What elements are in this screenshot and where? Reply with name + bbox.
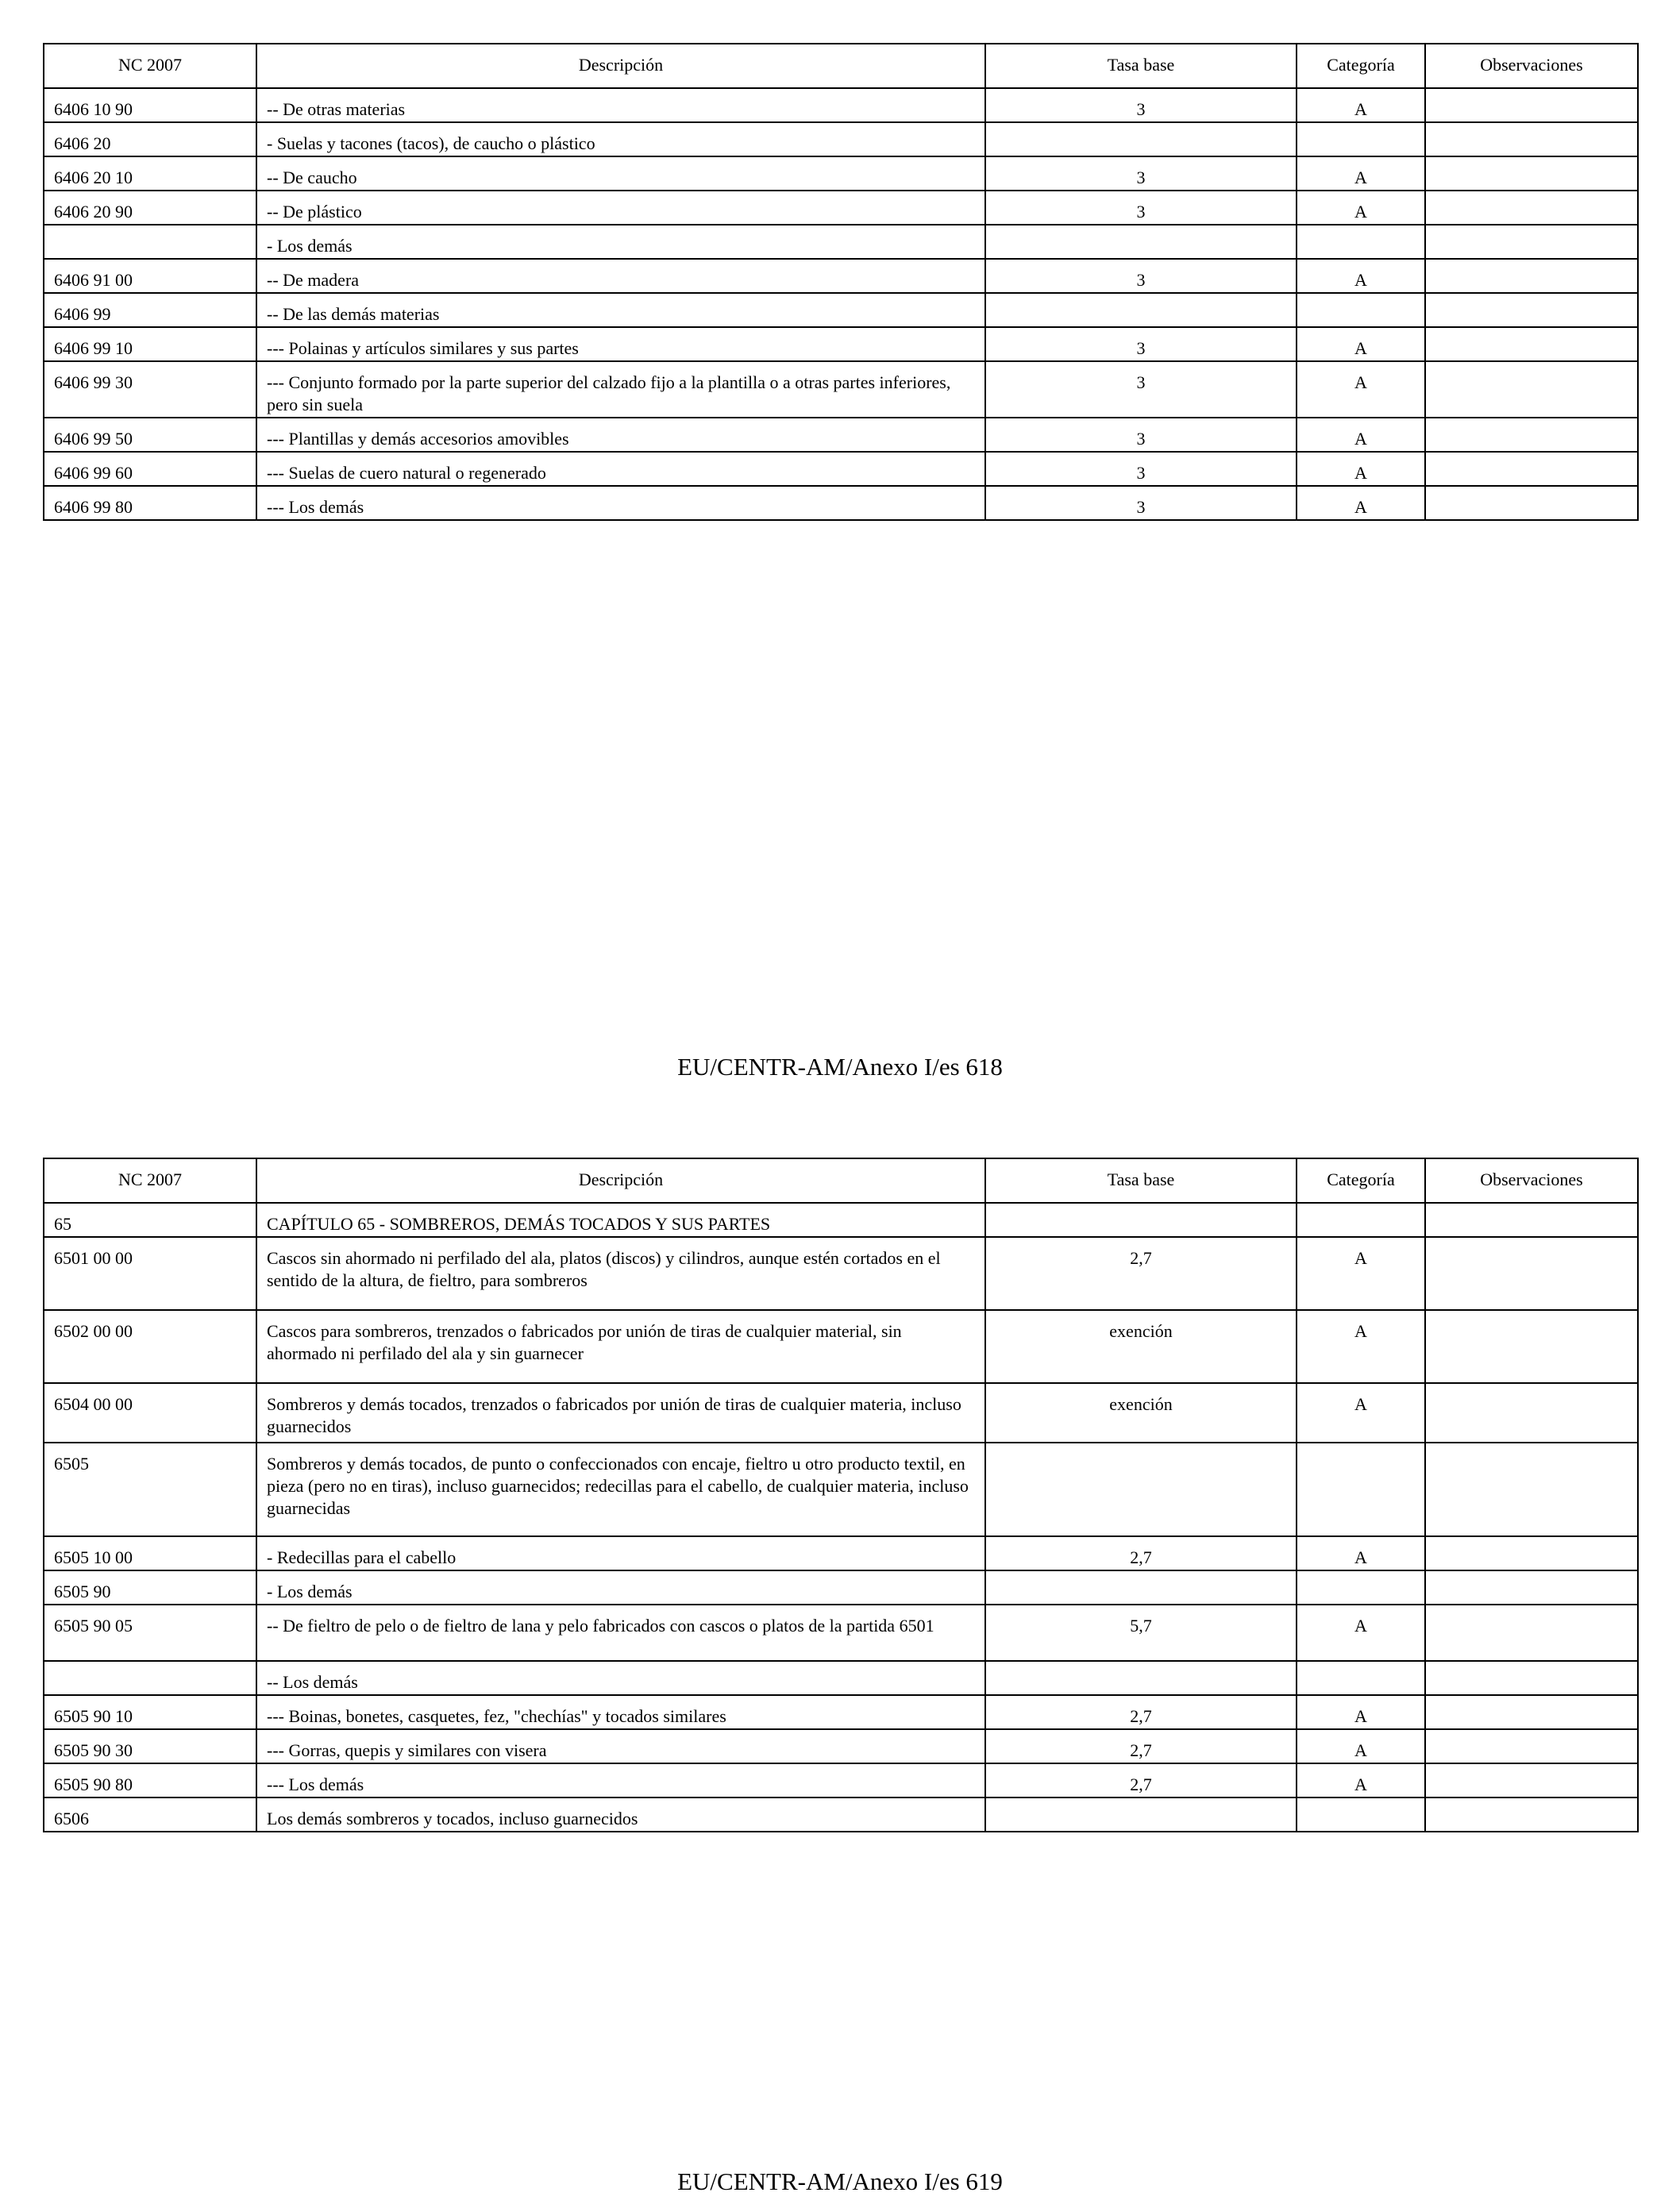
header-notes: Observaciones xyxy=(1425,44,1638,88)
table-row xyxy=(44,1237,1638,1310)
cell-rate: 2,7 xyxy=(985,1763,1297,1797)
cell-category xyxy=(1297,293,1425,327)
cell-notes xyxy=(1425,1310,1638,1383)
cell-category: A xyxy=(1297,1237,1425,1310)
table-row xyxy=(44,1383,1638,1443)
cell-category: A xyxy=(1297,1695,1425,1729)
cell-category: A xyxy=(1297,1310,1425,1383)
cell-category xyxy=(1297,1661,1425,1695)
cell-description: CAPÍTULO 65 - SOMBREROS, DEMÁS TOCADOS Y SUS PARTES xyxy=(256,1203,985,1237)
cell-description: -- De plástico xyxy=(256,191,985,225)
cell-category xyxy=(1297,1443,1425,1536)
cell-rate: 3 xyxy=(985,418,1297,452)
table-row xyxy=(44,1605,1638,1661)
table-row xyxy=(44,1661,1638,1695)
cell-code xyxy=(44,225,256,259)
cell-code: 6406 99 10 xyxy=(44,327,256,361)
cell-rate xyxy=(985,1570,1297,1605)
header-category: Categoría xyxy=(1297,1158,1425,1203)
cell-notes xyxy=(1425,452,1638,486)
cell-rate: 3 xyxy=(985,361,1297,418)
cell-category: A xyxy=(1297,1383,1425,1443)
cell-notes xyxy=(1425,225,1638,259)
cell-notes xyxy=(1425,191,1638,225)
table-row xyxy=(44,452,1638,486)
cell-notes xyxy=(1425,88,1638,122)
cell-description: Sombreros y demás tocados, trenzados o fabricados por unión de tiras de cualquier materia, incluso guarnecidos xyxy=(256,1383,985,1443)
cell-notes xyxy=(1425,1661,1638,1695)
cell-category xyxy=(1297,225,1425,259)
cell-description: Cascos para sombreros, trenzados o fabricados por unión de tiras de cualquier material, sin ahormado ni perfilado del ala y sin guarnecer xyxy=(256,1310,985,1383)
cell-description: --- Polainas y artículos similares y sus partes xyxy=(256,327,985,361)
cell-description: -- De madera xyxy=(256,259,985,293)
cell-code: 6505 xyxy=(44,1443,256,1536)
cell-description: --- Gorras, quepis y similares con visera xyxy=(256,1729,985,1763)
table-row xyxy=(44,1797,1638,1832)
cell-notes xyxy=(1425,293,1638,327)
cell-category xyxy=(1297,1797,1425,1832)
cell-notes xyxy=(1425,1605,1638,1661)
table-row xyxy=(44,327,1638,361)
cell-category: A xyxy=(1297,1729,1425,1763)
cell-code: 6505 90 xyxy=(44,1570,256,1605)
cell-description: Los demás sombreros y tocados, incluso guarnecidos xyxy=(256,1797,985,1832)
cell-code: 6505 10 00 xyxy=(44,1536,256,1570)
cell-notes xyxy=(1425,1237,1638,1310)
cell-category xyxy=(1297,1570,1425,1605)
cell-rate: 2,7 xyxy=(985,1729,1297,1763)
cell-code: 6505 90 05 xyxy=(44,1605,256,1661)
cell-rate: 2,7 xyxy=(985,1695,1297,1729)
cell-notes xyxy=(1425,327,1638,361)
cell-notes xyxy=(1425,259,1638,293)
cell-category xyxy=(1297,1203,1425,1237)
cell-code: 6506 xyxy=(44,1797,256,1832)
cell-category: A xyxy=(1297,1605,1425,1661)
page-footer-618: EU/CENTR-AM/Anexo I/es 618 xyxy=(677,1053,1003,1081)
header-description: Descripción xyxy=(256,44,985,88)
cell-rate: 3 xyxy=(985,486,1297,520)
cell-rate xyxy=(985,122,1297,156)
cell-category: A xyxy=(1297,191,1425,225)
cell-rate: 3 xyxy=(985,191,1297,225)
cell-category: A xyxy=(1297,1536,1425,1570)
cell-rate: 3 xyxy=(985,327,1297,361)
cell-category: A xyxy=(1297,418,1425,452)
cell-code: 6406 99 xyxy=(44,293,256,327)
cell-code: 6406 99 80 xyxy=(44,486,256,520)
table-row xyxy=(44,88,1638,122)
cell-notes xyxy=(1425,1203,1638,1237)
cell-notes xyxy=(1425,1695,1638,1729)
header-code: NC 2007 xyxy=(44,44,256,88)
cell-code: 6502 00 00 xyxy=(44,1310,256,1383)
cell-notes xyxy=(1425,122,1638,156)
cell-description: -- Los demás xyxy=(256,1661,985,1695)
table-row xyxy=(44,156,1638,191)
table-row xyxy=(44,1536,1638,1570)
cell-description: --- Boinas, bonetes, casquetes, fez, "chechías" y tocados similares xyxy=(256,1695,985,1729)
cell-description: - Redecillas para el cabello xyxy=(256,1536,985,1570)
cell-code: 6406 99 30 xyxy=(44,361,256,418)
cell-category xyxy=(1297,122,1425,156)
cell-notes xyxy=(1425,156,1638,191)
cell-description: - Los demás xyxy=(256,1570,985,1605)
table-header-row xyxy=(44,44,1638,88)
cell-category: A xyxy=(1297,259,1425,293)
header-category: Categoría xyxy=(1297,44,1425,88)
cell-notes xyxy=(1425,1536,1638,1570)
header-rate: Tasa base xyxy=(985,1158,1297,1203)
cell-category: A xyxy=(1297,361,1425,418)
table-row xyxy=(44,259,1638,293)
cell-notes xyxy=(1425,1797,1638,1832)
cell-category: A xyxy=(1297,88,1425,122)
table-row xyxy=(44,1443,1638,1536)
cell-category: A xyxy=(1297,452,1425,486)
header-rate: Tasa base xyxy=(985,44,1297,88)
cell-description: - Suelas y tacones (tacos), de caucho o plástico xyxy=(256,122,985,156)
cell-notes xyxy=(1425,486,1638,520)
cell-rate: 3 xyxy=(985,259,1297,293)
cell-category: A xyxy=(1297,156,1425,191)
cell-notes xyxy=(1425,1383,1638,1443)
cell-code xyxy=(44,1661,256,1695)
cell-category: A xyxy=(1297,486,1425,520)
table-row xyxy=(44,1695,1638,1729)
cell-code: 6504 00 00 xyxy=(44,1383,256,1443)
cell-code: 6406 20 90 xyxy=(44,191,256,225)
table-row xyxy=(44,225,1638,259)
table-row xyxy=(44,191,1638,225)
table-row xyxy=(44,361,1638,418)
cell-rate: exención xyxy=(985,1383,1297,1443)
cell-notes xyxy=(1425,1729,1638,1763)
cell-code: 6505 90 30 xyxy=(44,1729,256,1763)
cell-description: -- De caucho xyxy=(256,156,985,191)
cell-description: Sombreros y demás tocados, de punto o confeccionados con encaje, fieltro u otro producto textil, en pieza (pero no en tiras), incluso guarnecidos; redecillas para el cabello, de cualquier materia, incluso guarnecidas xyxy=(256,1443,985,1536)
cell-description: -- De otras materias xyxy=(256,88,985,122)
header-notes: Observaciones xyxy=(1425,1158,1638,1203)
cell-rate: 2,7 xyxy=(985,1237,1297,1310)
cell-rate xyxy=(985,1203,1297,1237)
cell-description: -- De fieltro de pelo o de fieltro de lana y pelo fabricados con cascos o platos de la partida 6501 xyxy=(256,1605,985,1661)
table-row xyxy=(44,1203,1638,1237)
cell-description: --- Plantillas y demás accesorios amovibles xyxy=(256,418,985,452)
table-row xyxy=(44,293,1638,327)
cell-rate: 2,7 xyxy=(985,1536,1297,1570)
cell-rate: 3 xyxy=(985,88,1297,122)
cell-description: --- Los demás xyxy=(256,486,985,520)
cell-rate: 5,7 xyxy=(985,1605,1297,1661)
cell-rate xyxy=(985,1443,1297,1536)
table-row xyxy=(44,486,1638,520)
cell-code: 6505 90 10 xyxy=(44,1695,256,1729)
table-row xyxy=(44,1310,1638,1383)
header-description: Descripción xyxy=(256,1158,985,1203)
table-row xyxy=(44,418,1638,452)
table-row xyxy=(44,122,1638,156)
cell-code: 6501 00 00 xyxy=(44,1237,256,1310)
cell-code: 6406 10 90 xyxy=(44,88,256,122)
table-row xyxy=(44,1570,1638,1605)
header-code: NC 2007 xyxy=(44,1158,256,1203)
tariff-table-page-618 xyxy=(43,43,1639,521)
cell-rate xyxy=(985,225,1297,259)
cell-code: 6406 20 10 xyxy=(44,156,256,191)
cell-notes xyxy=(1425,1763,1638,1797)
cell-notes xyxy=(1425,1443,1638,1536)
cell-description: - Los demás xyxy=(256,225,985,259)
cell-category: A xyxy=(1297,327,1425,361)
cell-description: --- Conjunto formado por la parte superior del calzado fijo a la plantilla o a otras partes inferiores, pero sin suela xyxy=(256,361,985,418)
cell-description: --- Los demás xyxy=(256,1763,985,1797)
cell-rate: exención xyxy=(985,1310,1297,1383)
cell-rate: 3 xyxy=(985,452,1297,486)
cell-notes xyxy=(1425,1570,1638,1605)
page-footer-619: EU/CENTR-AM/Anexo I/es 619 xyxy=(677,2167,1003,2195)
cell-rate xyxy=(985,293,1297,327)
table-header-row xyxy=(44,1158,1638,1203)
cell-description: --- Suelas de cuero natural o regenerado xyxy=(256,452,985,486)
cell-rate xyxy=(985,1661,1297,1695)
cell-notes xyxy=(1425,418,1638,452)
cell-description: Cascos sin ahormado ni perfilado del ala, platos (discos) y cilindros, aunque estén cortados en el sentido de la altura, de fieltro, para sombreros xyxy=(256,1237,985,1310)
tariff-table-page-619 xyxy=(43,1158,1639,1832)
cell-rate: 3 xyxy=(985,156,1297,191)
cell-code: 6406 20 xyxy=(44,122,256,156)
table-row xyxy=(44,1763,1638,1797)
cell-code: 6406 99 60 xyxy=(44,452,256,486)
cell-code: 6406 99 50 xyxy=(44,418,256,452)
table-row xyxy=(44,1729,1638,1763)
cell-notes xyxy=(1425,361,1638,418)
cell-code: 6406 91 00 xyxy=(44,259,256,293)
cell-code: 65 xyxy=(44,1203,256,1237)
cell-description: -- De las demás materias xyxy=(256,293,985,327)
cell-code: 6505 90 80 xyxy=(44,1763,256,1797)
cell-category: A xyxy=(1297,1763,1425,1797)
cell-rate xyxy=(985,1797,1297,1832)
